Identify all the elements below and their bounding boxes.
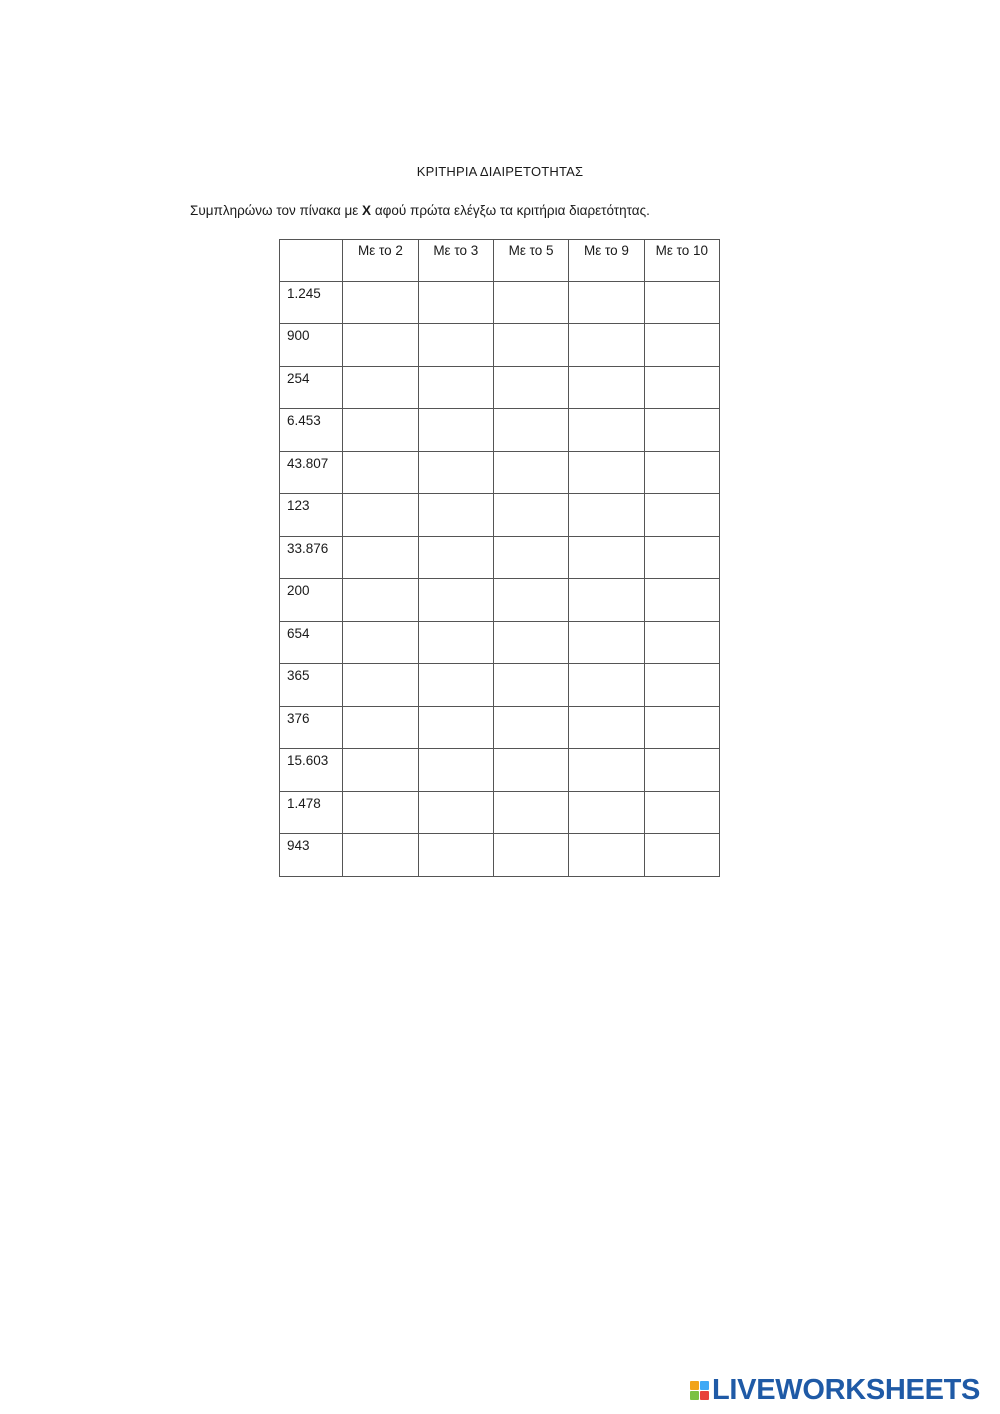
instruction-after: αφού πρώτα ελέγξω τα κριτήρια διαρετότητας.: [371, 203, 650, 218]
answer-cell[interactable]: [644, 579, 719, 622]
answer-cell[interactable]: [343, 664, 418, 707]
number-cell: 15.603: [280, 749, 343, 792]
answer-cell[interactable]: [418, 451, 493, 494]
answer-cell[interactable]: [343, 409, 418, 452]
answer-cell[interactable]: [644, 324, 719, 367]
table-row: [280, 324, 720, 367]
table-row: [280, 579, 720, 622]
answer-cell[interactable]: [644, 791, 719, 834]
answer-cell[interactable]: [644, 366, 719, 409]
answer-cell[interactable]: [343, 579, 418, 622]
table-row: [280, 749, 720, 792]
instruction-before: Συμπληρώνω τον πίνακα με: [190, 203, 363, 218]
answer-cell[interactable]: [569, 579, 644, 622]
answer-cell[interactable]: [569, 494, 644, 537]
answer-cell[interactable]: [644, 536, 719, 579]
answer-cell[interactable]: [493, 451, 568, 494]
table-row: [280, 834, 720, 877]
answer-cell[interactable]: [343, 494, 418, 537]
answer-cell[interactable]: [569, 791, 644, 834]
answer-cell[interactable]: [418, 494, 493, 537]
answer-cell[interactable]: [569, 324, 644, 367]
answer-cell[interactable]: [569, 621, 644, 664]
answer-cell[interactable]: [418, 324, 493, 367]
answer-cell[interactable]: [343, 451, 418, 494]
number-cell: 200: [280, 579, 343, 622]
number-cell: 43.807: [280, 451, 343, 494]
answer-cell[interactable]: [493, 834, 568, 877]
column-header: Με το 10: [644, 240, 719, 282]
number-cell: 1.245: [280, 281, 343, 324]
answer-cell[interactable]: [493, 281, 568, 324]
number-cell: 376: [280, 706, 343, 749]
answer-cell[interactable]: [569, 409, 644, 452]
answer-cell[interactable]: [644, 409, 719, 452]
answer-cell[interactable]: [493, 706, 568, 749]
number-cell: 1.478: [280, 791, 343, 834]
table-row: [280, 791, 720, 834]
table-row: [280, 366, 720, 409]
answer-cell[interactable]: [644, 621, 719, 664]
table-row: [280, 536, 720, 579]
answer-cell[interactable]: [569, 451, 644, 494]
answer-cell[interactable]: [569, 536, 644, 579]
answer-cell[interactable]: [418, 664, 493, 707]
answer-cell[interactable]: [418, 706, 493, 749]
answer-cell[interactable]: [493, 621, 568, 664]
answer-cell[interactable]: [569, 366, 644, 409]
answer-cell[interactable]: [343, 536, 418, 579]
answer-cell[interactable]: [493, 664, 568, 707]
divisibility-table: [279, 239, 720, 877]
answer-cell[interactable]: [644, 281, 719, 324]
answer-cell[interactable]: [343, 281, 418, 324]
table-row: [280, 281, 720, 324]
brand-text: LIVEWORKSHEETS: [712, 1374, 981, 1406]
answer-cell[interactable]: [569, 834, 644, 877]
column-header: Με το 3: [418, 240, 493, 282]
worksheet-title: ΚΡΙΤΗΡΙΑ ΔΙΑΙΡΕΤΟΤΗΤΑΣ: [416, 164, 584, 179]
number-cell: 943: [280, 834, 343, 877]
answer-cell[interactable]: [418, 536, 493, 579]
table-row: [280, 451, 720, 494]
answer-cell[interactable]: [569, 749, 644, 792]
corner-cell: [280, 240, 343, 282]
answer-cell[interactable]: [418, 621, 493, 664]
answer-cell[interactable]: [493, 536, 568, 579]
answer-cell[interactable]: [418, 749, 493, 792]
answer-cell[interactable]: [493, 579, 568, 622]
answer-cell[interactable]: [418, 281, 493, 324]
answer-cell[interactable]: [644, 494, 719, 537]
instruction-text: [190, 203, 650, 218]
number-cell: 900: [280, 324, 343, 367]
number-cell: 123: [280, 494, 343, 537]
number-cell: 254: [280, 366, 343, 409]
table-row: [280, 621, 720, 664]
table-row: [280, 409, 720, 452]
column-header: Με το 9: [569, 240, 644, 282]
answer-cell[interactable]: [493, 494, 568, 537]
answer-cell[interactable]: [418, 834, 493, 877]
liveworksheets-logo-icon: [690, 1381, 709, 1400]
table-row: [280, 494, 720, 537]
answer-cell[interactable]: [343, 324, 418, 367]
answer-cell[interactable]: [569, 664, 644, 707]
answer-cell[interactable]: [493, 409, 568, 452]
header-row: [280, 240, 720, 282]
liveworksheets-brand: [690, 1375, 980, 1405]
answer-cell[interactable]: [493, 324, 568, 367]
answer-cell[interactable]: [644, 834, 719, 877]
answer-cell[interactable]: [493, 749, 568, 792]
answer-cell[interactable]: [418, 791, 493, 834]
answer-cell[interactable]: [343, 834, 418, 877]
answer-cell[interactable]: [343, 749, 418, 792]
instruction-bold-mark: Χ: [362, 203, 372, 218]
table-row: [280, 706, 720, 749]
number-cell: 365: [280, 664, 343, 707]
answer-cell[interactable]: [418, 366, 493, 409]
answer-cell[interactable]: [493, 791, 568, 834]
answer-cell[interactable]: [343, 366, 418, 409]
answer-cell[interactable]: [569, 706, 644, 749]
answer-cell[interactable]: [343, 706, 418, 749]
number-cell: 6.453: [280, 409, 343, 452]
column-header: Με το 2: [343, 240, 418, 282]
column-header: Με το 5: [493, 240, 568, 282]
answer-cell[interactable]: [569, 281, 644, 324]
answer-cell[interactable]: [418, 409, 493, 452]
answer-cell[interactable]: [343, 791, 418, 834]
answer-cell[interactable]: [644, 451, 719, 494]
number-cell: 654: [280, 621, 343, 664]
answer-cell[interactable]: [644, 706, 719, 749]
answer-cell[interactable]: [343, 621, 418, 664]
answer-cell[interactable]: [644, 664, 719, 707]
answer-cell[interactable]: [493, 366, 568, 409]
answer-cell[interactable]: [418, 579, 493, 622]
table-row: [280, 664, 720, 707]
number-cell: 33.876: [280, 536, 343, 579]
answer-cell[interactable]: [644, 749, 719, 792]
